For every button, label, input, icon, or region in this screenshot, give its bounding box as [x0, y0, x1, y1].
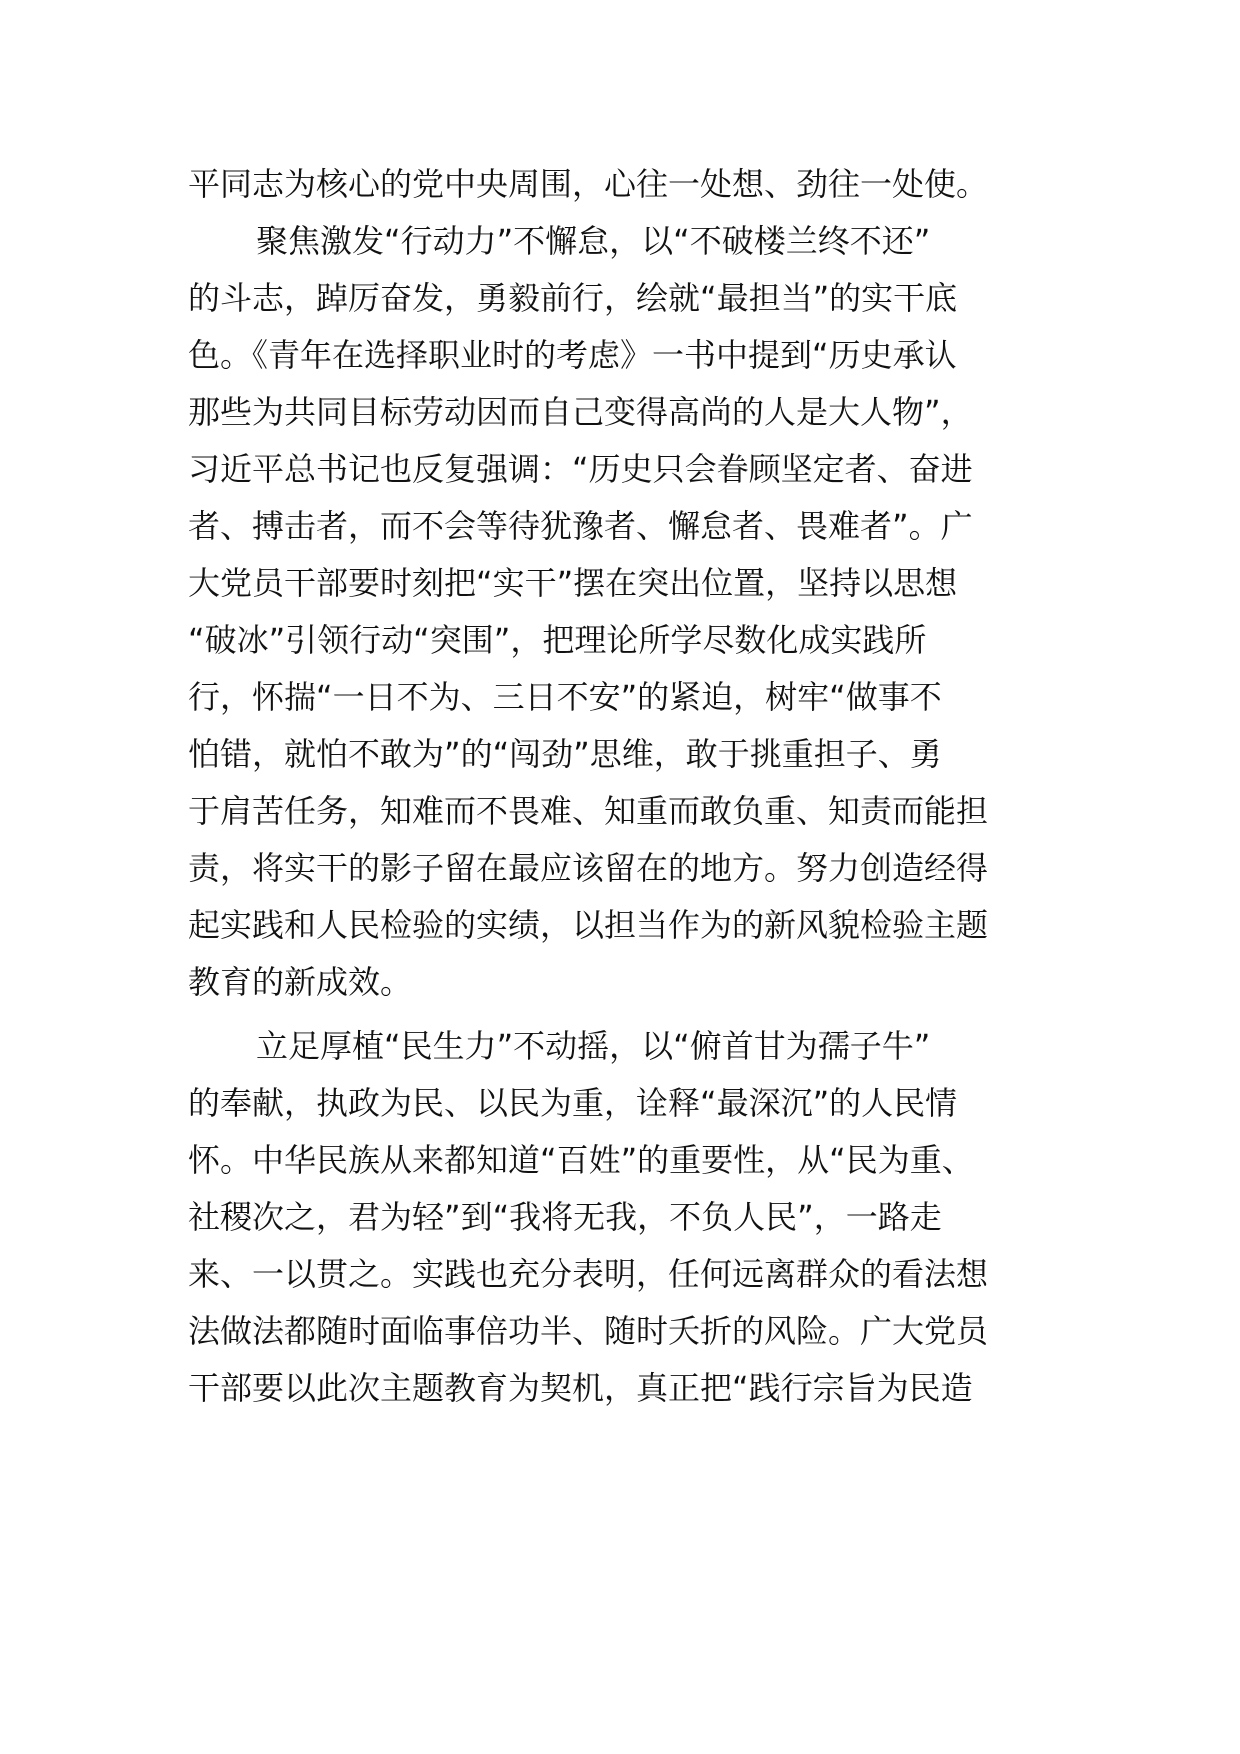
text-line: 平同志为核心的党中央周围，心往一处想、劲往一处使。 [188, 165, 989, 203]
text-line: “破冰”引领行动“突围”，把理论所学尽数化成实践所 [188, 621, 927, 659]
text-line: 于肩苦任务，知难而不畏难、知重而敢负重、知责而能担 [188, 792, 989, 830]
text-line: 那些为共同目标劳动因而自己变得高尚的人是大人物”， [188, 393, 973, 431]
text-line: 干部要以此次主题教育为契机，真正把“践行宗旨为民造 [188, 1369, 973, 1407]
text-line: 来、一以贯之。实践也充分表明，任何远离群众的看法想 [188, 1255, 989, 1293]
text-line: 聚焦激发“行动力”不懈怠，以“不破楼兰终不还” [256, 222, 931, 260]
text-line: 色。《青年在选择职业时的考虑》一书中提到“历史承认 [188, 336, 957, 374]
text-line: 社稷次之，君为轻”到“我将无我，不负人民”，一路走 [188, 1198, 942, 1236]
text-line: 的奉献，执政为民、以民为重，诠释“最深沉”的人民情 [188, 1084, 958, 1122]
text-line: 怕错，就怕不敢为”的“闯劲”思维，敢于挑重担子、勇 [188, 735, 942, 773]
text-line: 者、搏击者，而不会等待犹豫者、懈怠者、畏难者”。广 [188, 507, 973, 545]
text-line: 责，将实干的影子留在最应该留在的地方。努力创造经得 [188, 849, 989, 887]
text-line: 大党员干部要时刻把“实干”摆在突出位置，坚持以思想 [188, 564, 958, 602]
text-line: 行，怀揣“一日不为、三日不安”的紧迫，树牢“做事不 [188, 678, 942, 716]
text-line: 起实践和人民检验的实绩，以担当作为的新风貌检验主题 [188, 906, 989, 944]
text-line: 教育的新成效。 [188, 963, 413, 1001]
text-line: 立足厚植“民生力”不动摇，以“俯首甘为孺子牛” [256, 1027, 931, 1065]
text-line: 习近平总书记也反复强调：“历史只会眷顾坚定者、奋进 [188, 450, 973, 488]
text-line: 法做法都随时面临事倍功半、随时夭折的风险。广大党员 [188, 1312, 989, 1350]
text-line: 怀。中华民族从来都知道“百姓”的重要性，从“民为重、 [188, 1141, 974, 1179]
text-line: 的斗志，踔厉奋发，勇毅前行，绘就“最担当”的实干底 [188, 279, 958, 317]
